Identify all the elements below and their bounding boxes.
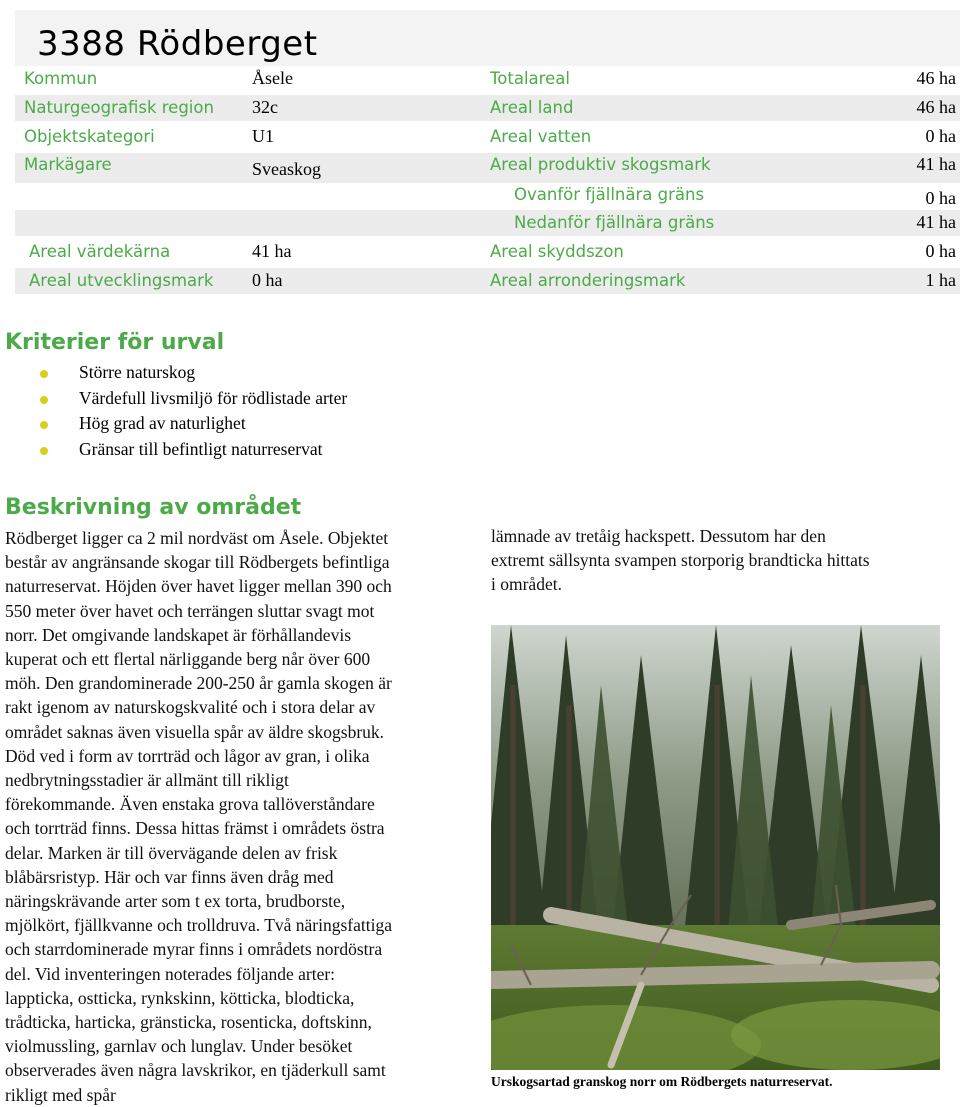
description-line: består av angränsande skogar till Rödbergets befintliga <box>5 552 390 573</box>
description-line: möh. Den grandominerade 200-250 år gamla skogen är <box>5 673 392 694</box>
description-line: och starrdominerade myrar finns i områdets nordöstra <box>5 939 383 960</box>
description-line: del. Vid inventeringen noterades följande arter: <box>5 963 336 984</box>
nedanfor-value: 41 ha <box>916 212 956 232</box>
facts-row-8 <box>15 268 960 294</box>
ovanfor-label: Ovanför fjällnära gräns <box>514 185 705 204</box>
kategori-label: Objektskategori <box>24 127 155 146</box>
vatten-value: 0 ha <box>925 126 956 146</box>
arrondering-value: 1 ha <box>925 270 956 290</box>
land-value: 46 ha <box>916 97 956 117</box>
skyddszon-label: Areal skyddszon <box>490 242 624 261</box>
vatten-label: Areal vatten <box>490 127 592 146</box>
bullet-icon <box>40 370 48 378</box>
arrondering-label: Areal arronderingsmark <box>490 271 686 290</box>
facts-row-7 <box>15 239 960 265</box>
facts-row-4 <box>15 153 960 183</box>
bullet-icon <box>40 421 48 429</box>
kategori-value: U1 <box>252 126 274 146</box>
description-line: området saknas även visuella spår av äldre skogsbruk. <box>5 721 385 742</box>
totalareal-label: Totalareal <box>490 69 570 88</box>
bullet-icon <box>40 447 48 455</box>
facts-row-3 <box>15 124 960 150</box>
vardekarna-value: 41 ha <box>252 241 292 261</box>
description-line: mjölkört, fjällkvanne och trolldruva. Två näringsfattiga <box>5 915 392 936</box>
description-line: naturreservat. Höjden över havet ligger mellan 390 och <box>5 576 392 597</box>
description-line: förekommande. Även enstaka grova tallöverståndare <box>5 794 375 815</box>
description-line: lappticka, ostticka, rynkskinn, kötticka, blodticka, <box>5 987 355 1008</box>
description-line: näringskrävande arter som t ex torta, brudborste, <box>5 891 346 912</box>
criteria-text: Värdefull livsmiljö för rödlistade arter <box>79 387 348 408</box>
produktiv-label: Areal produktiv skogsmark <box>490 155 711 174</box>
criteria-heading: Kriterier för urval <box>5 330 225 355</box>
markagare-value: Sveaskog <box>252 159 321 179</box>
criteria-text: Hög grad av naturlighet <box>79 413 246 433</box>
description-left-column <box>5 526 392 1107</box>
criteria-text: Gränsar till befintligt naturreservat <box>79 438 323 459</box>
bullet-icon <box>40 396 48 404</box>
description-right-column <box>491 524 870 597</box>
description-line: nedbrytningsstadier är allmänt till rikligt <box>5 770 289 791</box>
photo-caption: Urskogsartad granskog norr om Rödbergets naturreservat. <box>491 1074 833 1089</box>
description-line: norr. Det omgivande landskapet är förhållandevis <box>5 624 352 645</box>
description-line: delar. Marken är till övervägande delen av frisk <box>5 842 338 863</box>
description-line: violmussling, garnlav och lunglav. Under besöket <box>5 1036 353 1057</box>
description-line: blåbärsristyp. Här och var finns även dråg med <box>5 866 334 887</box>
description-line: i området. <box>491 574 562 595</box>
description-line: rikligt med spår <box>5 1084 116 1105</box>
produktiv-value: 41 ha <box>916 154 956 174</box>
description-line: observerades även några lavskrikor, en tjäderkull samt <box>5 1060 386 1081</box>
description-line: 550 meter över havet och terrängen sluttar svagt mot <box>5 600 375 621</box>
kommun-label: Kommun <box>24 69 98 88</box>
kommun-value: Åsele <box>252 68 293 88</box>
forest-photo <box>491 625 940 1070</box>
nedanfor-label: Nedanför fjällnära gräns <box>514 213 715 232</box>
description-heading: Beskrivning av området <box>5 495 302 520</box>
utvecklingsmark-value: 0 ha <box>252 270 283 290</box>
ovanfor-value: 0 ha <box>925 188 956 208</box>
description-line: extremt sällsynta svampen storporig brandticka hittats <box>491 550 870 571</box>
markagare-label: Markägare <box>24 155 112 174</box>
region-label: Naturgeografisk region <box>24 98 214 117</box>
description-line: lämnade av tretåig hackspett. Dessutom har den <box>491 526 826 546</box>
skyddszon-value: 0 ha <box>925 241 956 261</box>
facts-row-5 <box>15 183 960 209</box>
facts-row-2 <box>15 95 960 121</box>
description-line: och torrträd finns. Dessa hittas främst i områdets östra <box>5 818 385 839</box>
vardekarna-label: Areal värdekärna <box>29 242 171 261</box>
description-line: Rödberget ligger ca 2 mil nordväst om Åsele. Objektet <box>5 528 389 548</box>
page-title: 3388 Rödberget <box>37 24 318 64</box>
land-label: Areal land <box>490 98 574 117</box>
description-line: rakt igenom av naturskogskvalité och i stora delar av <box>5 697 376 718</box>
facts-row-1 <box>15 66 960 92</box>
description-line: trådticka, harticka, gränsticka, rosenticka, doftskinn, <box>5 1012 372 1033</box>
utvecklingsmark-label: Areal utvecklingsmark <box>29 271 214 290</box>
description-line: kuperat och ett flertal närliggande berg når över 600 <box>5 649 371 670</box>
totalareal-value: 46 ha <box>916 68 956 88</box>
region-value: 32c <box>252 97 278 117</box>
description-line: Död ved i form av torrträd och lågor av gran, i olika <box>5 745 370 766</box>
criteria-text: Större naturskog <box>79 362 196 382</box>
title-band <box>15 10 960 66</box>
facts-row-6 <box>15 210 960 236</box>
